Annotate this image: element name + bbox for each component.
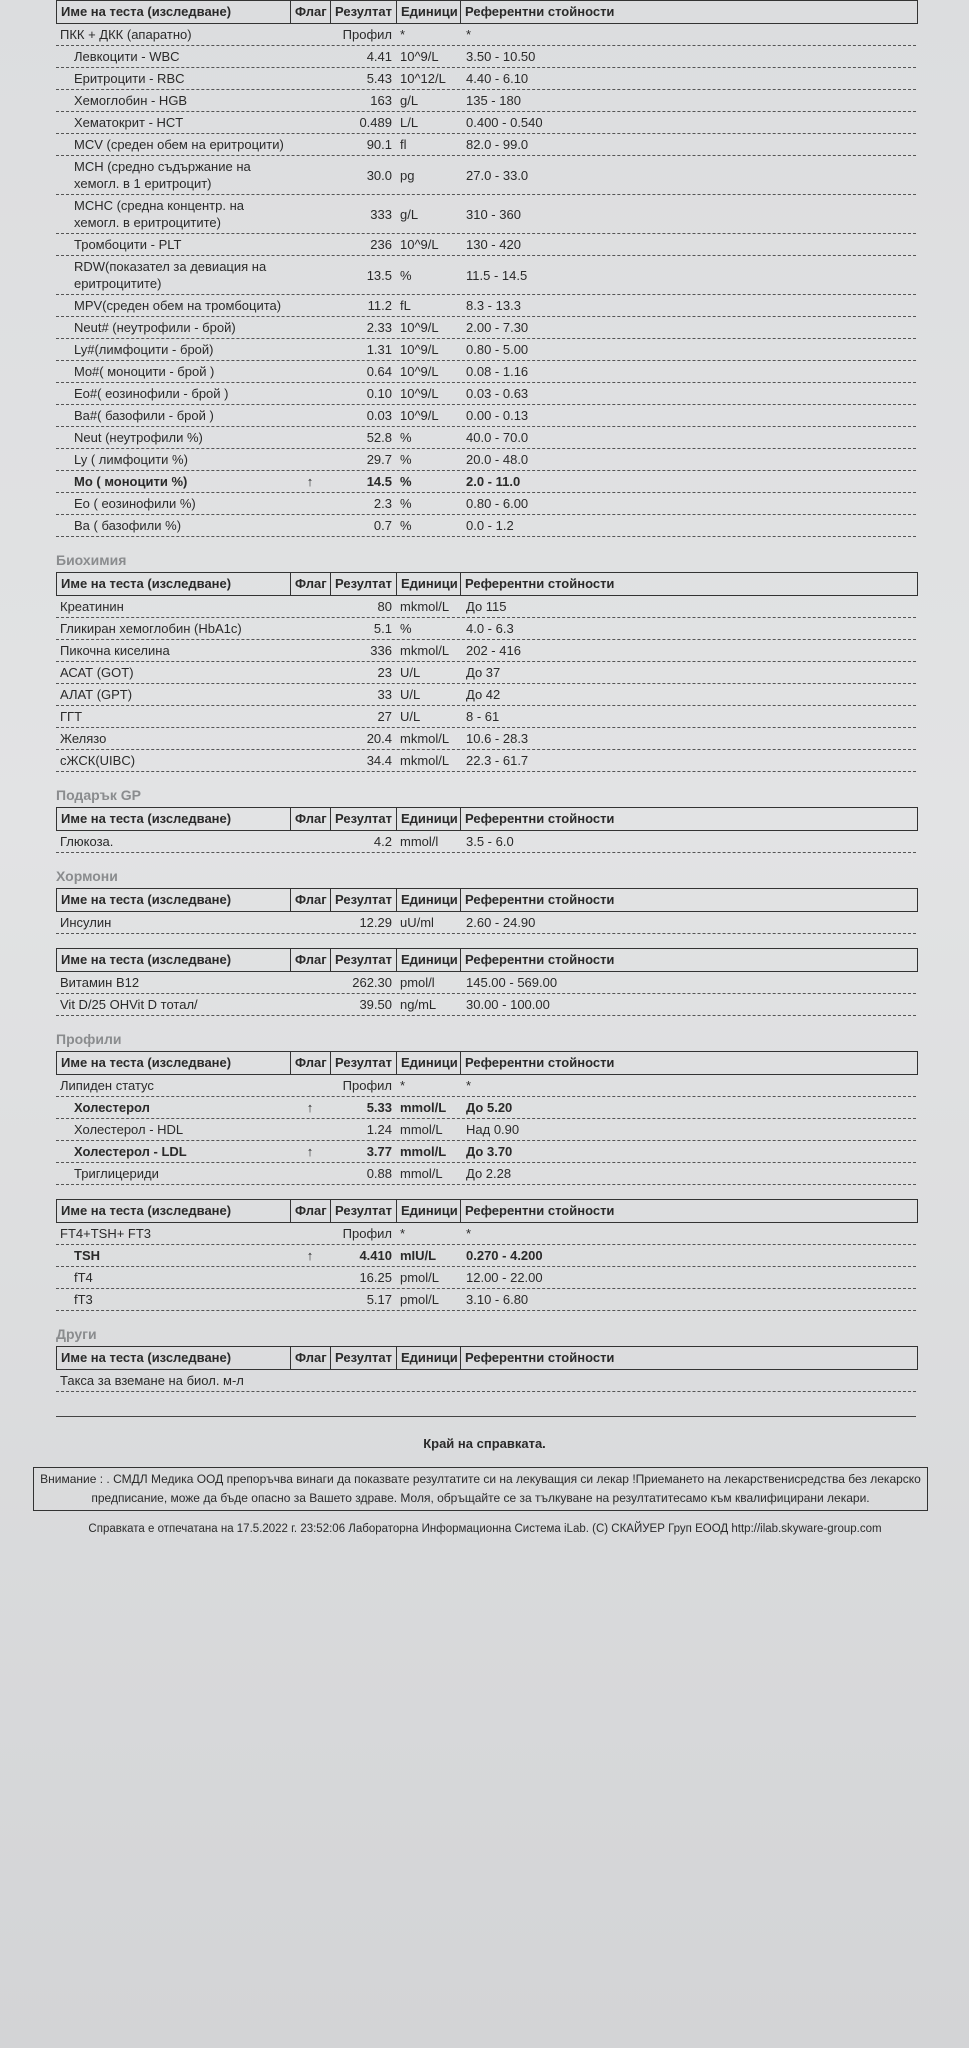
table-row <box>56 68 916 90</box>
test-name: Neut (неутрофили %) <box>74 430 203 445</box>
test-name: Глюкоза. <box>60 834 114 849</box>
units: 10^9/L <box>400 386 439 401</box>
header-units: Единици <box>397 1 461 23</box>
header-result: Резултат <box>331 1052 397 1074</box>
header-flag: Флаг <box>291 573 331 595</box>
test-name: Холестерол - LDL <box>74 1144 187 1159</box>
reference-range: 12.00 - 22.00 <box>466 1270 543 1285</box>
reference-range: 3.50 - 10.50 <box>466 49 536 64</box>
header-units: Единици <box>397 1200 461 1222</box>
reference-range: * <box>466 1226 472 1241</box>
units: * <box>400 1078 406 1093</box>
header-name: Име на теста (изследване) <box>57 573 291 595</box>
units: g/L <box>400 93 419 108</box>
test-name: Холестерол <box>74 1100 150 1115</box>
units: pmol/L <box>400 1292 440 1307</box>
reference-range: 4.0 - 6.3 <box>466 621 514 636</box>
reference-range: 20.0 - 48.0 <box>466 452 529 467</box>
header-units: Единици <box>397 1347 461 1369</box>
result-value: 23 <box>377 665 392 680</box>
report-end: Край на справката. <box>423 1436 546 1451</box>
test-name: Липиден статус <box>60 1078 154 1093</box>
header-ref: Референтни стойности <box>465 1055 615 1070</box>
table-row <box>56 295 916 317</box>
table-row <box>56 1097 916 1119</box>
table-row <box>56 1370 916 1392</box>
units: g/L <box>400 206 419 222</box>
reference-range: До 3.70 <box>466 1144 513 1159</box>
units: 10^9/L <box>400 49 439 64</box>
test-name: ГГТ <box>60 709 83 724</box>
result-value: 5.33 <box>366 1100 392 1115</box>
table-row <box>56 1245 916 1267</box>
reference-range: 27.0 - 33.0 <box>466 167 529 183</box>
test-name: Тромбоцити - PLT <box>74 237 182 252</box>
table-row <box>56 195 916 234</box>
header-name: Име на теста (изследване) <box>57 1 291 23</box>
reference-range: 11.5 - 14.5 <box>466 267 528 283</box>
result-value: 11.2 <box>367 298 392 313</box>
result-value: 336 <box>370 643 392 658</box>
table-row <box>56 361 916 383</box>
header-units: Единици <box>397 808 461 830</box>
table-row <box>56 1075 916 1097</box>
reference-range: 0.270 - 4.200 <box>466 1248 543 1263</box>
reference-range: * <box>466 27 472 42</box>
reference-range: 145.00 - 569.00 <box>466 975 558 990</box>
table-row <box>56 618 916 640</box>
test-name: TSH <box>74 1248 100 1263</box>
units: % <box>400 496 412 511</box>
reference-range: До 5.20 <box>466 1100 513 1115</box>
table-row <box>56 994 916 1016</box>
units: 10^9/L <box>400 364 439 379</box>
result-value: 5.43 <box>366 71 392 86</box>
result-value: 236 <box>370 237 392 252</box>
table-row <box>56 112 916 134</box>
section-1 <box>56 551 918 772</box>
test-name: MCH (средно съдържание на хемогл. в 1 еритроцит) <box>74 159 251 191</box>
units: mkmol/L <box>400 731 450 746</box>
result-value: 52.8 <box>366 430 392 445</box>
reference-range: 3.10 - 6.80 <box>466 1292 529 1307</box>
test-name: MCV (среден обем на еритроцити) <box>74 137 284 152</box>
result-value: Профил <box>342 27 392 42</box>
header-flag: Флаг <box>291 889 331 911</box>
header-result: Резултат <box>331 1 397 23</box>
test-name: Mo#( моноцити - брой ) <box>74 364 215 379</box>
table-row <box>56 46 916 68</box>
table-row <box>56 383 916 405</box>
units: mmol/L <box>400 1144 447 1159</box>
section-2 <box>56 786 918 853</box>
reference-range: 130 - 420 <box>466 237 521 252</box>
table-row <box>56 1163 916 1185</box>
units: mkmol/L <box>400 599 450 614</box>
result-value: 80 <box>377 599 392 614</box>
units: * <box>400 1226 406 1241</box>
test-name: Ly ( лимфоцити %) <box>74 452 188 467</box>
table-row <box>56 640 916 662</box>
result-value: 12.29 <box>359 915 392 930</box>
test-name: Eo#( еозинофили - брой ) <box>74 386 229 401</box>
section-title: Профили <box>56 1031 122 1047</box>
units: 10^9/L <box>400 408 439 423</box>
result-value: 2.33 <box>366 320 392 335</box>
flag-high-icon: ↑ <box>306 1248 314 1263</box>
header-result: Резултат <box>331 573 397 595</box>
section-3 <box>56 867 918 934</box>
header-flag: Флаг <box>291 808 331 830</box>
result-value: 0.7 <box>373 518 392 533</box>
test-name: MPV(среден обем на тромбоцита) <box>74 298 282 313</box>
table-row <box>56 972 916 994</box>
reference-range: 0.80 - 6.00 <box>466 496 529 511</box>
reference-range: 10.6 - 28.3 <box>466 731 529 746</box>
header-result: Резултат <box>331 808 397 830</box>
print-footer: Справката е отпечатана на 17.5.2022 г. 23:52:06 Лабораторна Информационна Система iLab. (C) СКАЙУЕР Груп ЕООД http://ilab.skyware-group.com <box>88 1523 882 1535</box>
section-4 <box>56 948 918 1016</box>
reference-range: 3.5 - 6.0 <box>466 834 514 849</box>
result-value: 14.5 <box>366 474 392 489</box>
table-row <box>56 1141 916 1163</box>
table-header <box>56 1199 918 1223</box>
test-name: fT3 <box>74 1292 93 1307</box>
test-name: RDW(показател за девиация на еритроцитите) <box>74 259 267 291</box>
section-title: Биохимия <box>56 552 127 568</box>
test-name: Хемоглобин - HGB <box>74 93 188 108</box>
table-row <box>56 449 916 471</box>
units: % <box>400 621 412 636</box>
units: mIU/L <box>400 1248 437 1263</box>
reference-range: До 42 <box>466 687 501 702</box>
result-value: 163 <box>370 93 392 108</box>
reference-range: До 2.28 <box>466 1166 512 1181</box>
divider <box>56 1416 916 1417</box>
test-name: Хематокрит - HCT <box>74 115 184 130</box>
units: % <box>400 430 412 445</box>
table-header <box>56 807 918 831</box>
test-name: fT4 <box>74 1270 93 1285</box>
units: mmol/L <box>400 1166 443 1181</box>
units: 10^9/L <box>400 342 439 357</box>
reference-range: 2.00 - 7.30 <box>466 320 529 335</box>
header-name: Име на теста (изследване) <box>57 949 291 971</box>
reference-range: 2.0 - 11.0 <box>466 474 521 489</box>
section-7 <box>56 1325 918 1392</box>
result-value: 5.1 <box>373 621 392 636</box>
result-value: 5.17 <box>366 1292 392 1307</box>
test-name: Eo ( еозинофили %) <box>74 496 196 511</box>
units: L/L <box>400 115 419 130</box>
test-name: Инсулин <box>60 915 112 930</box>
table-row <box>56 427 916 449</box>
units: U/L <box>400 687 421 702</box>
section-5 <box>56 1030 918 1185</box>
reference-range: 8 - 61 <box>466 709 500 724</box>
header-name: Име на теста (изследване) <box>57 1347 291 1369</box>
flag-high-icon: ↑ <box>306 1100 314 1115</box>
units: * <box>400 27 406 42</box>
reference-range: 0.03 - 0.63 <box>466 386 529 401</box>
reference-range: До 37 <box>466 665 501 680</box>
table-row <box>56 471 916 493</box>
test-name: Креатинин <box>60 599 124 614</box>
result-value: 1.31 <box>366 342 392 357</box>
result-value: 33 <box>377 687 392 702</box>
reference-range: 4.40 - 6.10 <box>466 71 529 86</box>
table-row <box>56 1119 916 1141</box>
reference-range: 2.60 - 24.90 <box>466 915 536 930</box>
header-units: Единици <box>397 573 461 595</box>
reference-range: 310 - 360 <box>466 206 521 222</box>
reference-range: 0.08 - 1.16 <box>466 364 529 379</box>
reference-range: 30.00 - 100.00 <box>466 997 550 1012</box>
test-name: Ba#( базофили - брой ) <box>74 408 214 423</box>
test-name: Такса за вземане на биол. м-л <box>60 1373 244 1388</box>
units: 10^9/L <box>400 320 439 335</box>
table-row <box>56 234 916 256</box>
header-ref: Референтни стойности <box>465 1203 615 1218</box>
reference-range: 202 - 416 <box>466 643 521 658</box>
reference-range: 82.0 - 99.0 <box>466 137 529 152</box>
table-row <box>56 339 916 361</box>
reference-range: 0.0 - 1.2 <box>466 518 514 533</box>
units: pmol/L <box>400 1270 440 1285</box>
table-row <box>56 728 916 750</box>
result-value: 0.88 <box>366 1166 392 1181</box>
result-value: 13.5 <box>366 267 392 283</box>
table-header <box>56 888 918 912</box>
result-value: 0.64 <box>366 364 392 379</box>
reference-range: До 115 <box>466 599 507 614</box>
test-name: Желязо <box>60 731 107 746</box>
test-name: АСАТ (GOT) <box>60 665 134 680</box>
test-name: Левкоцити - WBC <box>74 49 180 64</box>
units: % <box>400 474 412 489</box>
result-value: Профил <box>342 1226 392 1241</box>
test-name: Еритроцити - RBC <box>74 71 185 86</box>
header-ref: Референтни стойности <box>465 892 615 907</box>
test-name: ПКК + ДКК (апаратно) <box>60 27 192 42</box>
header-flag: Флаг <box>291 1347 331 1369</box>
reference-range: * <box>466 1078 472 1093</box>
units: uU/ml <box>400 915 434 930</box>
table-row <box>56 24 916 46</box>
units: U/L <box>400 665 421 680</box>
header-result: Резултат <box>331 949 397 971</box>
reference-range: 135 - 180 <box>466 93 521 108</box>
header-ref: Референтни стойности <box>465 576 615 591</box>
result-value: 4.2 <box>373 834 392 849</box>
header-name: Име на теста (изследване) <box>57 808 291 830</box>
units: 10^12/L <box>400 71 446 86</box>
section-title: Хормони <box>56 868 118 884</box>
test-name: Витамин B12 <box>60 975 140 990</box>
section-0 <box>56 0 918 537</box>
units: mmol/L <box>400 1100 447 1115</box>
test-name: MCHC (средна концентр. на хемогл. в еритроцитите) <box>74 198 244 230</box>
test-name: Холестерол - HDL <box>74 1122 184 1137</box>
table-row <box>56 662 916 684</box>
header-result: Резултат <box>331 1200 397 1222</box>
test-name: Триглицериди <box>74 1166 159 1181</box>
units: % <box>400 518 412 533</box>
table-row <box>56 493 916 515</box>
table-header <box>56 948 918 972</box>
header-ref: Референтни стойности <box>465 4 615 19</box>
table-row <box>56 1289 916 1311</box>
test-name: Ly#(лимфоцити - брой) <box>74 342 214 357</box>
units: ng/mL <box>400 997 437 1012</box>
header-name: Име на теста (изследване) <box>57 1200 291 1222</box>
header-flag: Флаг <box>291 1052 331 1074</box>
units: 10^9/L <box>400 237 439 252</box>
section-title: Други <box>56 1326 97 1342</box>
header-units: Единици <box>397 949 461 971</box>
test-name: Гликиран хемоглобин (HbA1c) <box>60 621 242 636</box>
result-value: 29.7 <box>366 452 392 467</box>
reference-range: 0.00 - 0.13 <box>466 408 529 423</box>
test-name: АЛАТ (GPT) <box>60 687 133 702</box>
result-value: 30.0 <box>366 167 392 183</box>
result-value: 34.4 <box>366 753 392 768</box>
test-name: Vit D/25 OHVit D тотал/ <box>60 997 198 1012</box>
table-row <box>56 684 916 706</box>
header-ref: Референтни стойности <box>465 1350 615 1365</box>
flag-high-icon: ↑ <box>306 1144 314 1159</box>
units: pg <box>400 167 415 183</box>
result-value: 27 <box>377 709 392 724</box>
header-result: Резултат <box>331 889 397 911</box>
table-row <box>56 912 916 934</box>
table-header <box>56 572 918 596</box>
table-header <box>56 0 918 24</box>
reference-range: 0.400 - 0.540 <box>466 115 543 130</box>
result-value: 262.30 <box>352 975 392 990</box>
notice-box: Внимание : . СМДЛ Медика ООД препоръчва винаги да показвате резултатите си на лекуващия си лекар !Приемането на лекарственисредства без лекарско предписание, може да бъде опасно за Вашето здраве. Моля, обръщайте се за тълкуване на резултатитесамо към квалифицирани лекари. <box>33 1467 928 1511</box>
table-row <box>56 156 916 195</box>
units: mkmol/L <box>400 643 450 658</box>
header-ref: Референтни стойности <box>465 952 615 967</box>
reference-range: 40.0 - 70.0 <box>466 430 529 445</box>
units: pmol/l <box>400 975 435 990</box>
units: mkmol/L <box>400 753 450 768</box>
units: fL <box>400 298 411 313</box>
test-name: Пикочна киселина <box>60 643 170 658</box>
result-value: 4.41 <box>366 49 392 64</box>
header-result: Резултат <box>331 1347 397 1369</box>
units: fl <box>400 137 407 152</box>
test-name: сЖСК(UIBC) <box>60 753 136 768</box>
table-row <box>56 405 916 427</box>
header-flag: Флаг <box>291 949 331 971</box>
result-value: 39.50 <box>359 997 392 1012</box>
header-name: Име на теста (изследване) <box>57 1052 291 1074</box>
result-value: 0.03 <box>366 408 392 423</box>
table-row <box>56 317 916 339</box>
reference-range: 22.3 - 61.7 <box>466 753 529 768</box>
result-value: 3.77 <box>366 1144 392 1159</box>
test-name: FT4+TSH+ FT3 <box>60 1226 152 1241</box>
reference-range: 0.80 - 5.00 <box>466 342 529 357</box>
header-units: Единици <box>397 889 461 911</box>
flag-high-icon: ↑ <box>306 474 314 489</box>
result-value: 1.24 <box>366 1122 392 1137</box>
result-value: 0.10 <box>366 386 392 401</box>
header-units: Единици <box>397 1052 461 1074</box>
test-name: Mo ( моноцити %) <box>74 474 188 489</box>
result-value: 333 <box>370 206 392 222</box>
test-name: Neut# (неутрофили - брой) <box>74 320 236 335</box>
header-name: Име на теста (изследване) <box>57 889 291 911</box>
units: mmol/l <box>400 834 439 849</box>
section-title: Подарък GP <box>56 787 141 803</box>
table-row <box>56 1223 916 1245</box>
result-value: 90.1 <box>366 137 392 152</box>
table-header <box>56 1051 918 1075</box>
units: mmol/L <box>400 1122 443 1137</box>
reference-range: Над 0.90 <box>466 1122 520 1137</box>
section-6 <box>56 1199 918 1311</box>
table-row <box>56 831 916 853</box>
reference-range: 8.3 - 13.3 <box>466 298 521 313</box>
table-row <box>56 515 916 537</box>
table-header <box>56 1346 918 1370</box>
result-value: 2.3 <box>373 496 392 511</box>
header-flag: Флаг <box>291 1200 331 1222</box>
table-row <box>56 1267 916 1289</box>
table-row <box>56 750 916 772</box>
units: U/L <box>400 709 421 724</box>
table-row <box>56 134 916 156</box>
units: % <box>400 452 412 467</box>
header-flag: Флаг <box>291 1 331 23</box>
table-row <box>56 706 916 728</box>
result-value: 0.489 <box>359 115 392 130</box>
table-row <box>56 90 916 112</box>
result-value: 16.25 <box>359 1270 392 1285</box>
header-ref: Референтни стойности <box>465 811 615 826</box>
units: % <box>400 267 412 283</box>
result-value: 4.410 <box>359 1248 392 1263</box>
result-value: Профил <box>342 1078 392 1093</box>
result-value: 20.4 <box>366 731 392 746</box>
table-row <box>56 256 916 295</box>
test-name: Ba ( базофили %) <box>74 518 182 533</box>
table-row <box>56 596 916 618</box>
